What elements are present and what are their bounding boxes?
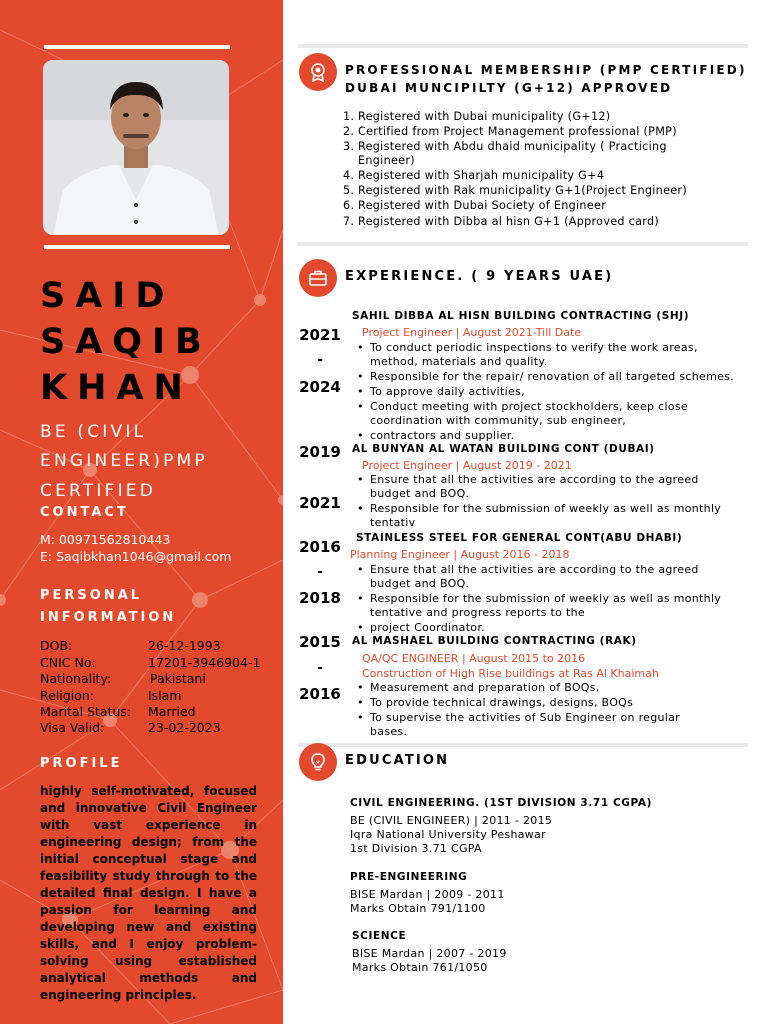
visa-label: Visa Valid: bbox=[40, 720, 105, 735]
education-line: 1st Division 3.71 CGPA bbox=[350, 842, 482, 855]
job-1-bullet-continued: method, materials and quality. bbox=[370, 355, 548, 368]
job-2-bullet: • Ensure that all the activities are according to the agreed bbox=[370, 473, 699, 487]
name-line-3: KHAN bbox=[40, 368, 193, 408]
job-3-year-dash: - bbox=[317, 564, 323, 580]
name-line-2: SAQIB bbox=[40, 322, 212, 362]
membership-item-continued: Engineer) bbox=[358, 154, 415, 167]
job-4-year-dash: - bbox=[317, 660, 323, 676]
job-2-year-start: 2019 bbox=[299, 443, 341, 461]
education-line: BE (CIVIL ENGINEER) | 2011 - 2015 bbox=[350, 814, 553, 827]
dob-label: DOB: bbox=[40, 638, 73, 653]
experience-divider bbox=[298, 743, 748, 747]
job-3-bullet: • Ensure that all the activities are according to the agreed bbox=[370, 563, 699, 577]
job-1-company: SAHIL DIBBA AL HISN BUILDING CONTRACTING (SHJ) bbox=[352, 310, 690, 322]
job-1-bullet: • Conduct meeting with project stockholders, keep close bbox=[370, 400, 688, 414]
title-line-3: CERTIFIED bbox=[40, 481, 157, 501]
nationality-label: Nationality: bbox=[40, 671, 112, 686]
education-line: Iqra National University Peshawar bbox=[350, 828, 546, 841]
job-2-year-end: 2021 bbox=[299, 494, 341, 512]
cnic-label: CNIC No: bbox=[40, 655, 96, 670]
sidebar bbox=[0, 0, 283, 1024]
visa-value: 23-02-2023 bbox=[148, 720, 221, 735]
job-1-year-end: 2024 bbox=[299, 378, 341, 396]
education-line: Marks Obtain 791/1100 bbox=[350, 902, 486, 915]
top-divider bbox=[298, 44, 748, 48]
job-4-bullet: • Measurement and preparation of BOQs, bbox=[370, 681, 600, 695]
job-1-year-dash: - bbox=[317, 352, 323, 368]
name-line-1: SAID bbox=[40, 276, 175, 316]
job-4-bullet: • To supervise the activities of Sub Engineer on regular bbox=[370, 711, 680, 725]
job-3-bullet-continued: tentative and progress reports to the bbox=[370, 606, 585, 619]
job-4-year-start: 2015 bbox=[299, 633, 341, 651]
job-1-bullet: • contractors and supplier. bbox=[370, 429, 514, 443]
contact-heading: CONTACT bbox=[40, 505, 129, 520]
job-4-role: QA/QC ENGINEER | August 2015 to 2016 bbox=[362, 652, 586, 665]
job-1-bullet: • To approve daily activities, bbox=[370, 385, 525, 399]
profile-photo bbox=[43, 60, 229, 235]
membership-item: 1. Registered with Dubai municipality (G+12) bbox=[343, 110, 611, 123]
lightbulb-icon bbox=[299, 743, 337, 781]
education-line: BISE Mardan | 2007 - 2019 bbox=[352, 947, 507, 960]
job-2-bullet: • Responsible for the submission of weekly as well as monthly bbox=[370, 502, 721, 516]
personal-heading-line-2: INFORMATION bbox=[40, 610, 177, 625]
personal-heading-line-1: PERSONAL bbox=[40, 588, 143, 603]
education-title: SCIENCE bbox=[352, 930, 407, 942]
job-1-bullet: • To conduct periodic inspections to verify the work areas, bbox=[370, 341, 698, 355]
job-4-project: Construction of High Rise buildings at Ras Al Khaimah bbox=[362, 667, 659, 680]
job-4-bullet: • To provide technical drawings, designs, BOQs bbox=[370, 696, 633, 710]
job-1-bullet: • Responsible for the repair/ renovation of all targeted schemes. bbox=[370, 370, 734, 384]
experience-heading: EXPERIENCE. ( 9 YEARS UAE) bbox=[345, 269, 614, 284]
job-3-year-end: 2018 bbox=[299, 589, 341, 607]
membership-heading-line-2: DUBAI MUNCIPILTY (G+12) APPROVED bbox=[345, 81, 673, 95]
membership-item: 2. Certified from Project Management professional (PMP) bbox=[343, 125, 677, 138]
title-line-1: BE (CIVIL bbox=[40, 422, 147, 442]
job-2-role: Project Engineer | August 2019 - 2021 bbox=[362, 459, 572, 472]
title-line-2: ENGINEER)PMP bbox=[40, 451, 208, 471]
education-heading: EDUCATION bbox=[345, 753, 450, 768]
contact-mobile[interactable]: M: 00971562810443 bbox=[40, 532, 171, 547]
job-2-bullet-continued: budget and BOQ. bbox=[370, 487, 470, 500]
job-3-bullet: • project Coordinator. bbox=[370, 621, 485, 635]
membership-item: 5. Registered with Rak municipality G+1(Project Engineer) bbox=[343, 184, 687, 197]
photo-top-rule bbox=[44, 45, 230, 49]
job-2-company: AL BUNYAN AL WATAN BUILDING CONT (DUBAI) bbox=[352, 443, 655, 455]
briefcase-icon bbox=[299, 259, 337, 297]
education-title: CIVIL ENGINEERING. (1ST DIVISION 3.71 CGPA) bbox=[350, 797, 652, 809]
education-line: BISE Mardan | 2009 - 2011 bbox=[350, 888, 505, 901]
religion-label: Religion: bbox=[40, 688, 94, 703]
marital-value: Married bbox=[148, 704, 196, 719]
job-1-year-start: 2021 bbox=[299, 326, 341, 344]
membership-item: 4. Registered with Sharjah municipality G+4 bbox=[343, 169, 605, 182]
job-3-company: STAINLESS STEEL FOR GENERAL CONT(ABU DHABI) bbox=[356, 532, 683, 544]
job-3-year-start: 2016 bbox=[299, 538, 341, 556]
job-3-bullet: • Responsible for the submission of weekly as well as monthly bbox=[370, 592, 721, 606]
cnic-value: 17201-3946904-1 bbox=[148, 655, 261, 670]
profile-summary: highly self-motivated, focused and innovative Civil Engineer with vast experience in engineering design; from the initial conceptual stage and feasibility study through to the detailed final design. I have a passion for learning and developing new and existing skills, and I enjoy problem-solving using established analytical methods and engineering principles. bbox=[40, 784, 257, 1002]
membership-item: 3. Registered with Abdu dhaid municipality ( Practicing bbox=[343, 140, 667, 153]
membership-heading-line-1: PROFESSIONAL MEMBERSHIP (PMP CERTIFIED) bbox=[345, 63, 747, 77]
profile-heading: PROFILE bbox=[40, 756, 123, 771]
dob-value: 26-12-1993 bbox=[148, 638, 221, 653]
membership-item: 7. Registered with Dibba al hisn G+1 (Approved card) bbox=[343, 215, 660, 228]
education-line: Marks Obtain 761/1050 bbox=[352, 961, 488, 974]
job-3-role: Planning Engineer | August 2016 - 2018 bbox=[350, 548, 570, 561]
religion-value: Islam bbox=[148, 688, 182, 703]
job-4-year-end: 2016 bbox=[299, 685, 341, 703]
education-title: PRE-ENGINEERING bbox=[350, 871, 468, 883]
certificate-icon bbox=[299, 53, 337, 91]
job-3-bullet-continued: budget and BOQ. bbox=[370, 577, 470, 590]
membership-item: 6. Registered with Dubai Society of Engineer bbox=[343, 199, 607, 212]
job-4-bullet-continued: bases. bbox=[370, 725, 408, 738]
job-2-bullet-continued: tentativ bbox=[370, 516, 416, 529]
photo-bottom-rule bbox=[44, 245, 230, 249]
job-1-bullet-continued: coordination with community, sub engineer, bbox=[370, 414, 627, 427]
job-1-role: Project Engineer | August 2021-Till Date bbox=[362, 326, 582, 339]
marital-label: Marital Status: bbox=[40, 704, 132, 719]
membership-divider bbox=[298, 242, 748, 246]
job-4-company: AL MASHAEL BUILDING CONTRACTING (RAK) bbox=[352, 635, 637, 647]
nationality-value: Pakistani bbox=[150, 671, 206, 686]
contact-email[interactable]: E: Saqibkhan1046@gmail.com bbox=[40, 549, 232, 564]
